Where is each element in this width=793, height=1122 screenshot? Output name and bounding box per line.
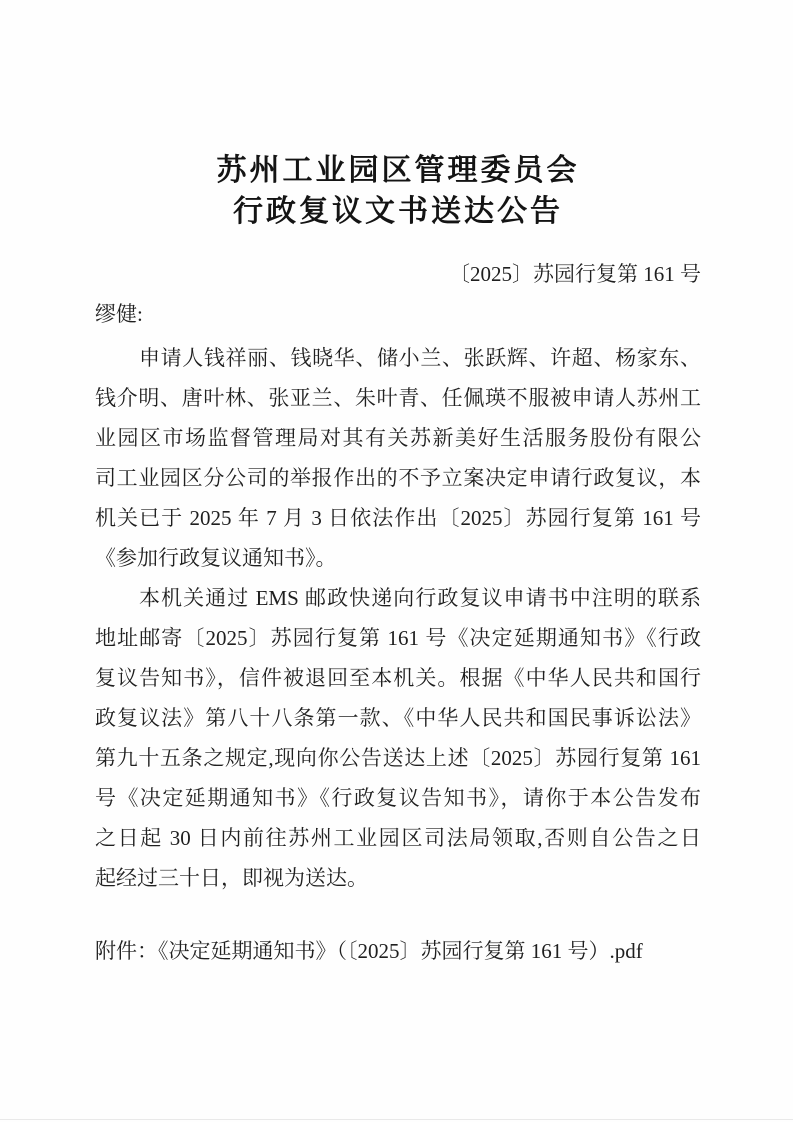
document-number: 〔2025〕苏园行复第 161 号 — [449, 262, 701, 286]
body-line: 司工业园区分公司的举报作出的不予立案决定申请行政复议，本 — [95, 466, 701, 490]
body-line: 第九十五条之规定,现向你公告送达上述〔2025〕苏园行复第 161 — [95, 746, 701, 770]
document-body — [95, 338, 701, 898]
body-line: 机关已于 2025 年 7 月 3 日依法作出〔2025〕苏园行复第 161 号 — [95, 506, 701, 530]
body-line: 《参加行政复议通知书》。 — [95, 546, 337, 570]
body-line: 号《决定延期通知书》《行政复议告知书》，请你于本公告发布 — [95, 786, 701, 810]
body-line: 之日起 30 日内前往苏州工业园区司法局领取,否则自公告之日 — [95, 826, 701, 850]
attachment-label: 附件： — [95, 939, 158, 963]
attachment-filename: 《决定延期通知书》（〔2025〕苏园行复第 161 号）.pdf — [158, 939, 643, 963]
title-line-2: 行政复议文书送达公告 — [233, 195, 563, 228]
document-content — [95, 0, 701, 966]
body-line: 起经过三十日，即视为送达。 — [95, 866, 368, 890]
body-line: 本机关通过 EMS 邮政快递向行政复议申请书中注明的联系 — [139, 586, 701, 610]
body-line: 地址邮寄〔2025〕苏园行复第 161 号《决定延期通知书》《行政 — [95, 626, 701, 650]
document-title — [95, 150, 701, 232]
body-line: 业园区市场监督管理局对其有关苏新美好生活服务股份有限公 — [95, 426, 701, 450]
body-line: 政复议法》第八十八条第一款、《中华人民共和国民事诉讼法》 — [95, 706, 701, 730]
body-line: 复议告知书》，信件被退回至本机关。根据《中华人民共和国行 — [95, 666, 701, 690]
body-line: 申请人钱祥丽、钱晓华、储小兰、张跃辉、许超、杨家东、 — [139, 346, 701, 370]
addressee: 缪健: — [95, 302, 143, 326]
title-line-1: 苏州工业园区管理委员会 — [216, 154, 580, 187]
attachment-line — [95, 936, 701, 966]
scan-edge-line — [0, 1119, 793, 1120]
body-line: 钱介明、唐叶林、张亚兰、朱叶青、任佩瑛不服被申请人苏州工 — [95, 386, 701, 410]
